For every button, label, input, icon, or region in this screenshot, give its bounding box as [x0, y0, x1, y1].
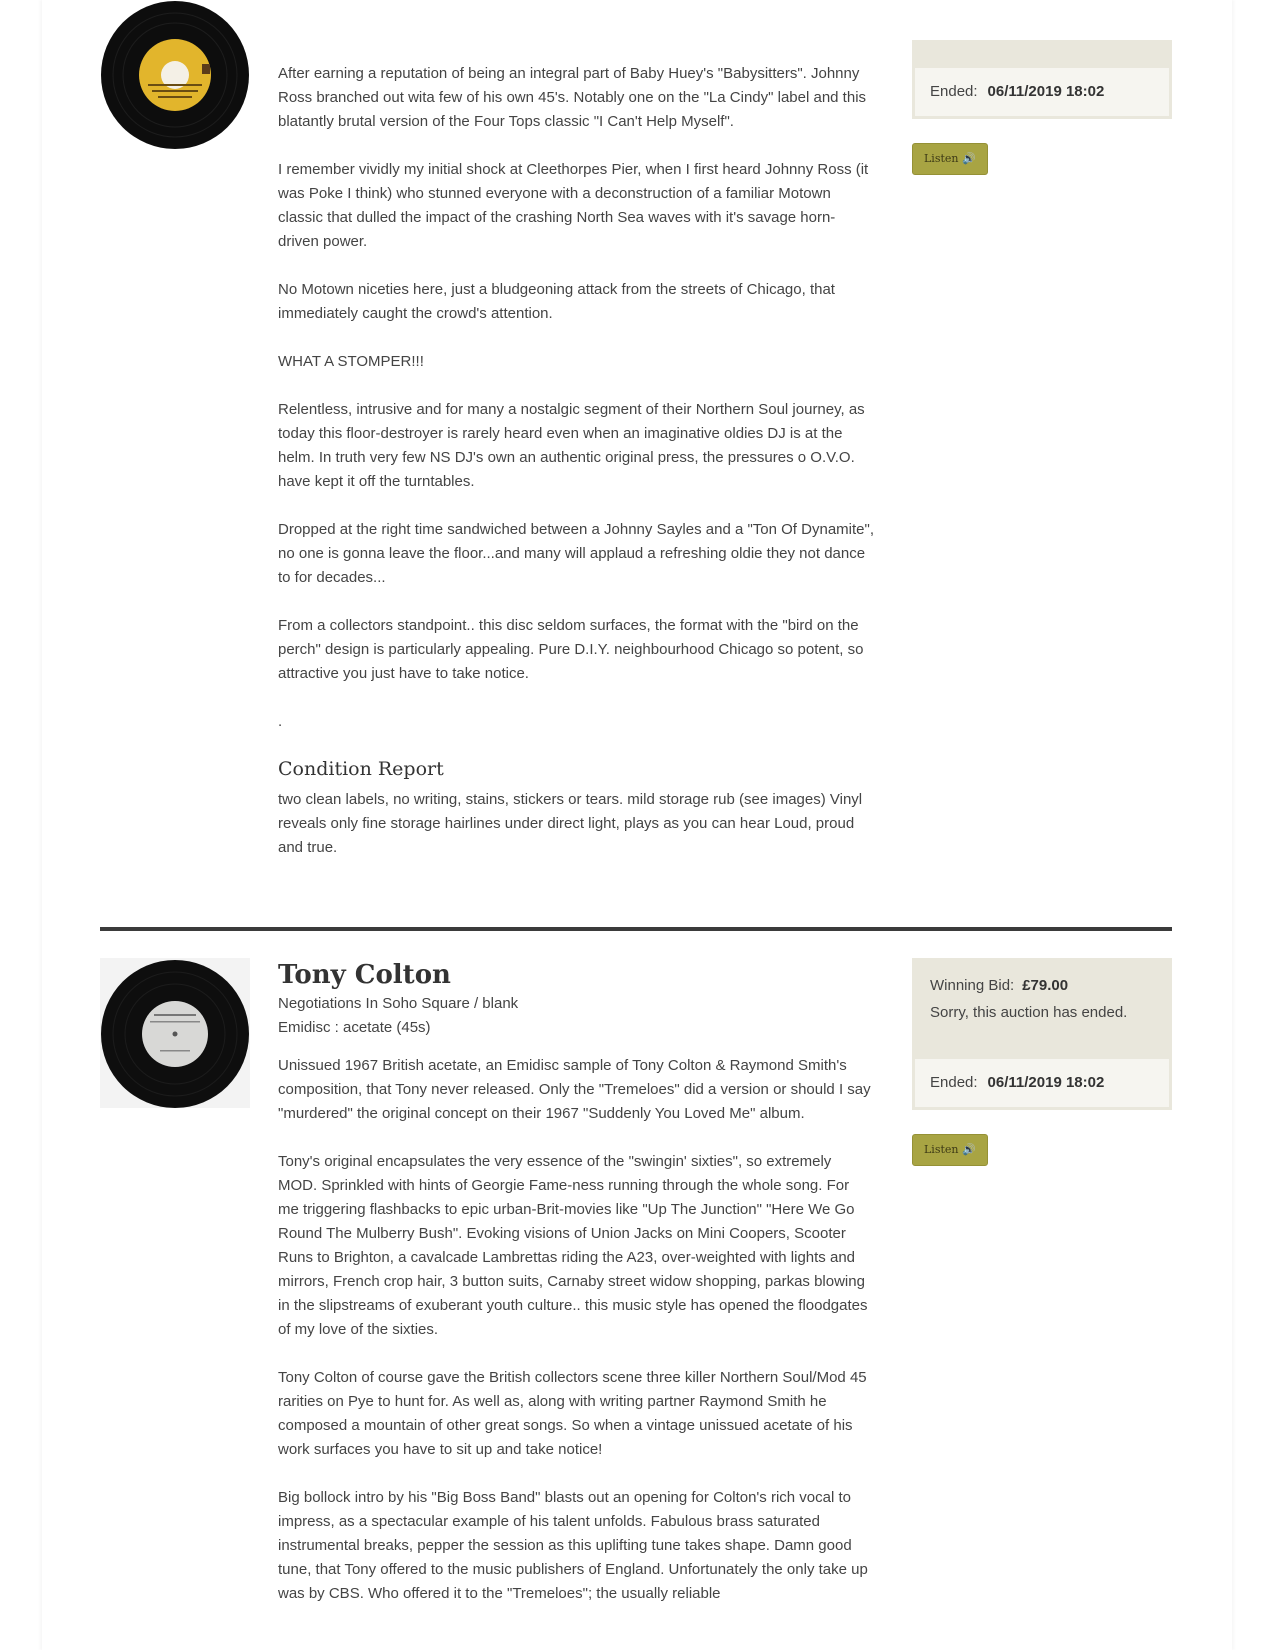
auction-status-box	[912, 958, 1172, 1059]
description-paragraph: From a collectors standpoint.. this disc seldom surfaces, the format with the "bird on the perch" design is particularly appealing. Pure D.I.Y. neighbourhood Chicago so potent, so attractive you just have to take notice.	[278, 617, 864, 682]
ended-date-box	[912, 1059, 1172, 1110]
description-paragraph: I remember vividly my initial shock at Cleethorpes Pier, when I first heard Johnny Ross (it was Poke I think) who stunned everyone with a deconstruction of a familiar Motown classic that dulled the impact of the crashing North Sea waves with it's savage horn-driven power.	[278, 161, 869, 250]
listen-button[interactable]: Listen 🔊	[912, 143, 988, 175]
description-paragraph: Unissued 1967 British acetate, an Emidisc sample of Tony Colton & Raymond Smith's composition, that Tony never released. Only the "Tremeloes" did a version or should I say "murdered" the original concept on their 1967 "Suddenly You Loved Me" album.	[278, 1057, 871, 1122]
ended-value: 06/11/2019 18:02	[987, 1074, 1105, 1091]
description-paragraph: .	[278, 713, 283, 730]
record-label: Emidisc : acetate (45s)	[278, 1019, 431, 1036]
description-paragraph: Tony's original encapsulates the very essence of the "swingin' sixties", so extremely MOD. Sprinkled with hints of Georgie Fame-ness running through the whole song. For me triggering flashbacks to epic urban-Brit-movies like "Up The Junction" "Here We Go Round The Mulberry Bush". Evoking visions of Union Jacks on Mini Coopers, Scooter Runs to Brighton, a cavalcade Lambrettas riding the A23, over-weighted with lights and mirrors, French crop hair, 3 button suits, Carnaby street widow shopping, parkas blowing in the slipstreams of exuberant youth culture.. this music style has opened the floodgates of my love of the sixties.	[278, 1153, 868, 1338]
ended-value: 06/11/2019 18:02	[987, 83, 1105, 100]
description-paragraph: After earning a reputation of being an integral part of Baby Huey's "Babysitters". Johnny Ross branched out wita few of his own 45's. Notably one on the "La Cindy" label and this blatantly brutal version of the Four Tops classic "I Can't Help Myself".	[278, 65, 867, 130]
condition-report-text: two clean labels, no writing, stains, stickers or tears. mild storage rub (see images) Vinyl reveals only fine storage hairlines under direct light, plays as you can hear Loud, proud and true.	[278, 791, 863, 856]
auction-results-page	[42, 0, 1232, 1650]
description-paragraph: No Motown niceties here, just a bludgeoning attack from the streets of Chicago, that immediately caught the crowd's attention.	[278, 281, 835, 322]
description-paragraph: Relentless, intrusive and for many a nostalgic segment of their Northern Soul journey, as today this floor-destroyer is rarely heard even when an imaginative oldies DJ is at the helm. In truth very few NS DJ's own an authentic original press, the pressures o O.V.O. have kept it off the turntables.	[278, 401, 865, 490]
auction-ended-message: Sorry, this auction has ended.	[930, 1004, 1128, 1021]
record-title: Negotiations In Soho Square / blank	[278, 995, 519, 1012]
description-paragraph: WHAT A STOMPER!!!	[278, 353, 424, 370]
condition-report-heading: Condition Report	[278, 758, 444, 780]
bid-status-panel	[912, 40, 1172, 175]
bid-status-panel	[912, 958, 1172, 1166]
winning-bid	[912, 959, 1172, 994]
listen-button[interactable]: Listen 🔊	[912, 1134, 988, 1166]
ended-date-box	[912, 68, 1172, 119]
lot-divider	[100, 927, 1172, 931]
ended-label: Ended:	[930, 83, 978, 100]
ended-label: Ended:	[930, 1074, 978, 1091]
record-image[interactable]	[100, 958, 250, 1108]
lot-description	[278, 958, 874, 1630]
description-paragraph: Dropped at the right time sandwiched between a Johnny Sayles and a "Ton Of Dynamite", no one is gonna leave the floor...and many will applaud a refreshing oldie they not dance to for decades...	[278, 521, 874, 586]
artist-name: Tony Colton	[278, 960, 451, 990]
auction-status-box	[912, 40, 1172, 68]
lot-description	[278, 62, 874, 884]
description-paragraph: Big bollock intro by his "Big Boss Band" blasts out an opening for Colton's rich vocal to impress, as a spectacular example of his talent unfolds. Fabulous brass saturated instrumental breaks, pepper the session as this uplifting tune takes shape. Damn good tune, that Tony offered to the music publishers of England. Unfortunately the only take up was by CBS. Who offered it to the "Tremeloes"; the usually reliable	[278, 1489, 868, 1602]
description-paragraph: Tony Colton of course gave the British collectors scene three killer Northern Soul/Mod 45 rarities on Pye to hunt for. As well as, along with writing partner Raymond Smith he composed a mountain of other great songs. So when a vintage unissued acetate of his work surfaces you have to sit up and take notice!	[278, 1369, 867, 1458]
record-image[interactable]	[100, 0, 250, 150]
winning-bid-label: Winning Bid:	[930, 977, 1015, 994]
winning-bid-value: £79.00	[1022, 977, 1069, 994]
